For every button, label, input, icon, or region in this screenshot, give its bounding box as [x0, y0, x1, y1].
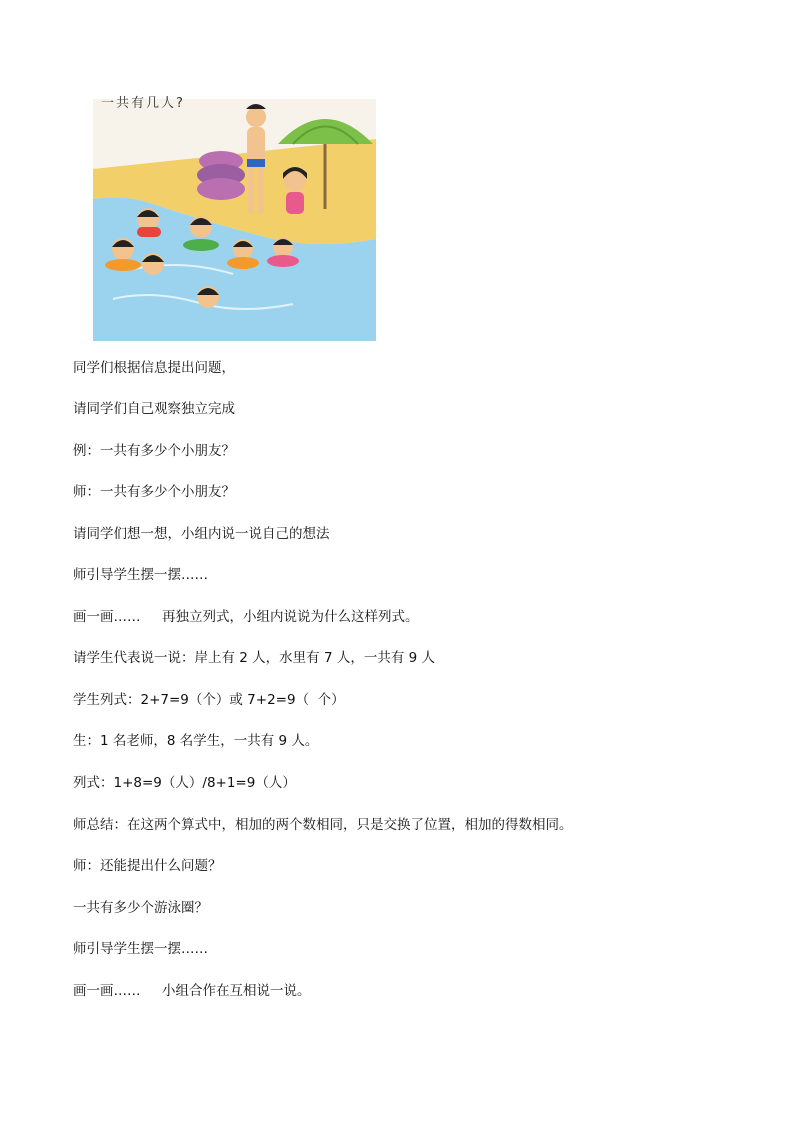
text-line: 请学生代表说一说：岸上有 2 人，水里有 7 人，一共有 9 人: [73, 650, 436, 666]
text-line: 师总结：在这两个算式中，相加的两个数相同，只是交换了位置，相加的得数相同。: [73, 817, 573, 833]
text-line: 生：1 名老师，8 名学生，一共有 9 人。: [73, 733, 319, 749]
text-line: 师引导学生摆一摆……: [73, 567, 208, 583]
text-line: 请同学们自己观察独立完成: [73, 401, 235, 417]
text-line: 例：一共有多少个小朋友？: [73, 443, 235, 459]
text-line: 请同学们想一想，小组内说一说自己的想法: [73, 526, 330, 542]
text-line: 一共有多少个游泳圈？: [73, 900, 208, 916]
text-line: 画一画…… 小组合作在互相说一说。: [73, 983, 311, 999]
text-line: 师引导学生摆一摆……: [73, 941, 208, 957]
text-line: 师：一共有多少个小朋友？: [73, 484, 235, 500]
text-line: 列式：1+8=9（人）/8+1=9（人）: [73, 775, 296, 791]
illustration-caption: 一共有几人?: [101, 96, 185, 111]
text-line: 师：还能提出什么问题？: [73, 858, 222, 874]
text-line: 学生列式：2+7=9（个）或 7+2=9（ 个）: [73, 692, 345, 708]
swimming-illustration: [93, 99, 376, 341]
text-line: 同学们根据信息提出问题，: [73, 360, 235, 376]
text-line: 画一画…… 再独立列式，小组内说说为什么这样列式。: [73, 609, 419, 625]
